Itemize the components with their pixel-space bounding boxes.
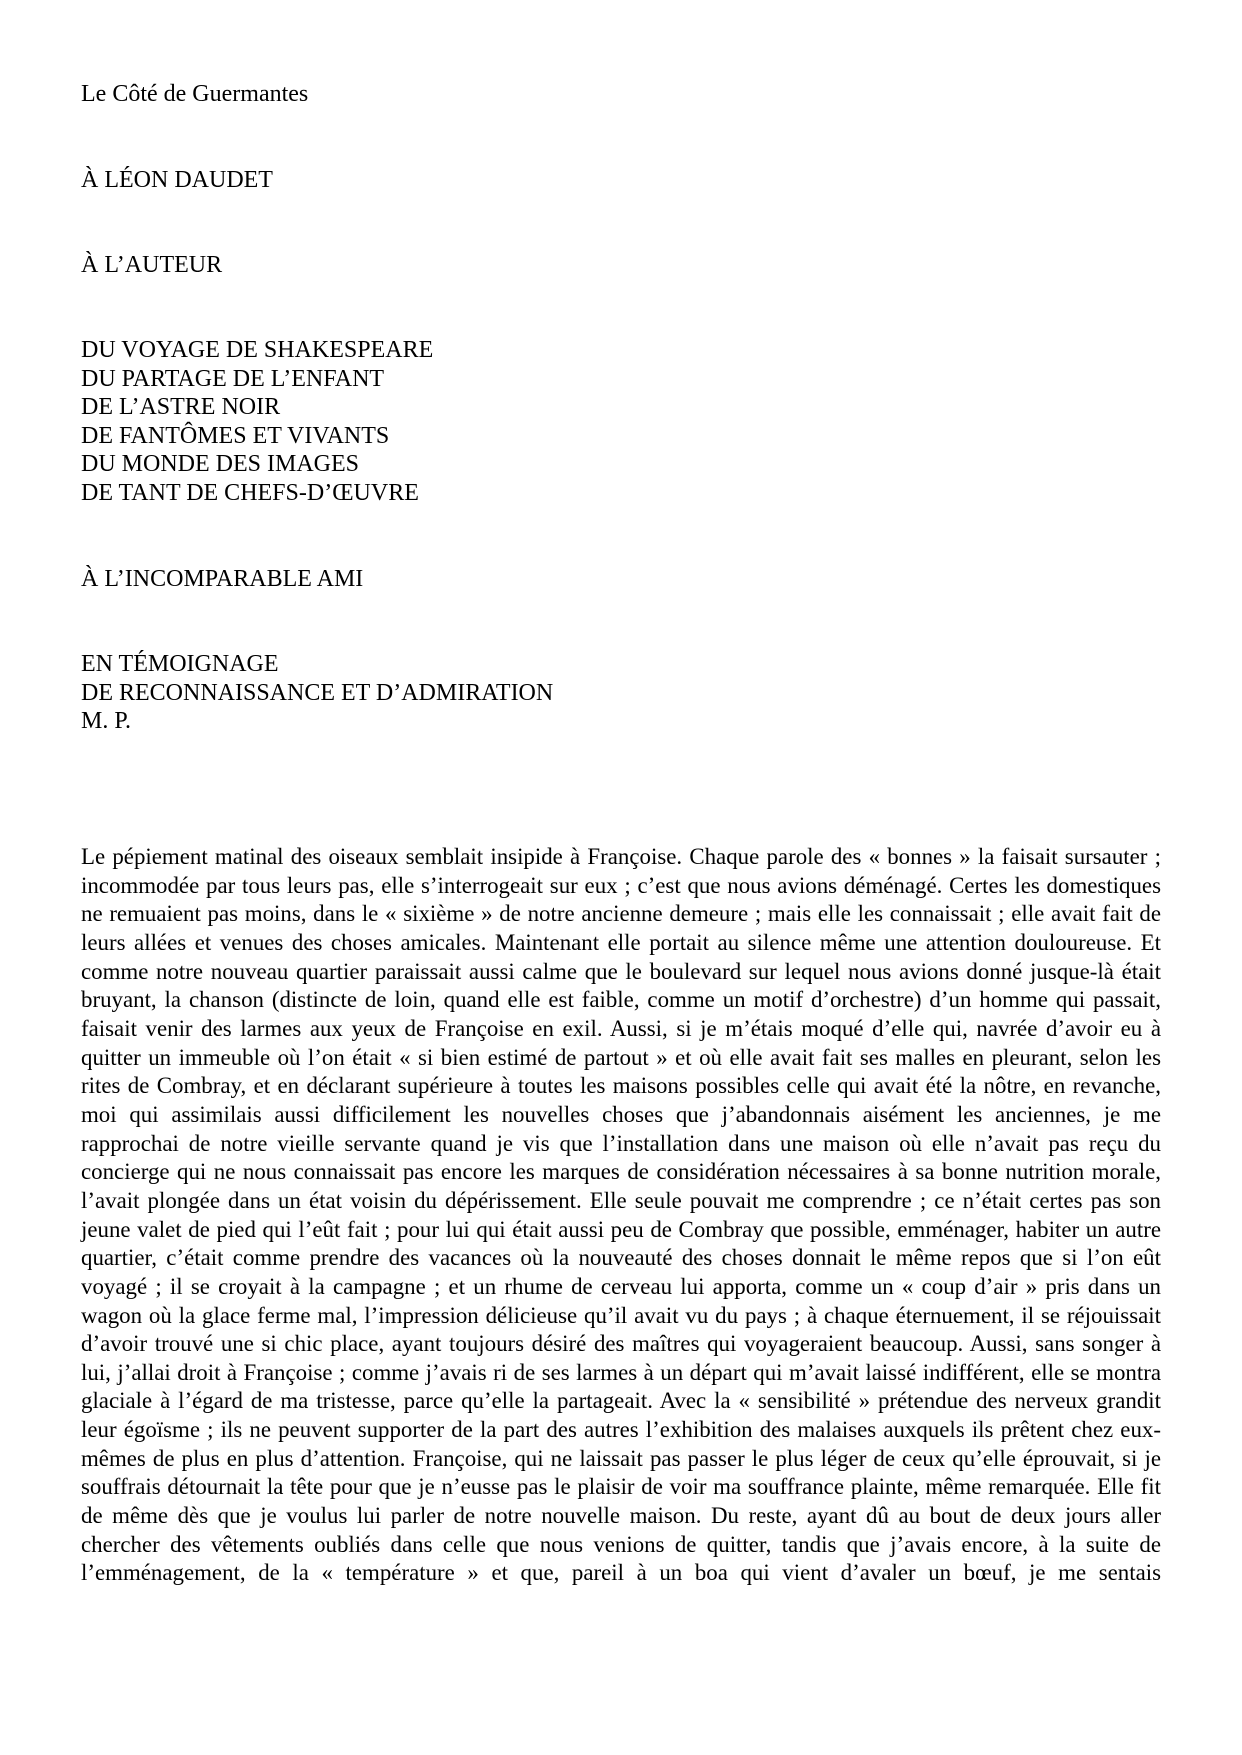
dedication-works-list	[81, 336, 433, 508]
dedication-work-line: DE L’ASTRE NOIR	[81, 394, 281, 421]
dedication-work-line: DU VOYAGE DE SHAKESPEARE	[81, 337, 434, 363]
dedication-to-author: À L’AUTEUR	[81, 252, 223, 278]
dedication-work-line: DU MONDE DES IMAGES	[81, 451, 360, 478]
dedication-work-line: DU PARTAGE DE L’ENFANT	[81, 365, 385, 392]
book-title: Le Côté de Guermantes	[81, 81, 309, 107]
dedication-work-line: DE FANTÔMES ET VIVANTS	[81, 422, 390, 449]
dedication-closing-line: EN TÉMOIGNAGE	[81, 651, 279, 677]
dedication-recipient: À LÉON DAUDET	[81, 167, 273, 193]
body-paragraph: Le pépiement matinal des oiseaux semblait insipide à Françoise. Chaque parole des « bonnes » la faisait sursauter ; incommodée par tous leurs pas, elle s’interrogeait sur eux ; c’est que nous avions déménagé. Certes les domestiques ne remuaient pas moins, dans le « sixième » de notre ancienne demeure ; mais elle les connaissait ; elle avait fait de leurs allées et venues des choses amicales. Maintenant elle portait au silence même une attention douloureuse. Et comme notre nouveau quartier paraissait aussi calme que le boulevard sur lequel nous avions donné jusque-là était bruyant, la chanson (distincte de loin, quand elle est faible, comme un motif d’orchestre) d’un homme qui passait, faisait venir des larmes aux yeux de Françoise en exil. Aussi, si je m’étais moqué d’elle qui, navrée d’avoir eu à quitter un immeuble où l’on était « si bien estimé de partout » et où elle avait fait ses malles en pleurant, selon les rites de Combray, et en déclarant supérieure à toutes les maisons possibles celle qui avait été la nôtre, en revanche, moi qui assimilais aussi difficilement les nouvelles choses que j’abandonnais aisément les anciennes, je me rapprochai de notre vieille servante quand je vis que l’installation dans une maison où elle n’avait pas reçu du concierge qui ne nous connaissait pas encore les marques de considération nécessaires à sa bonne nutrition morale, l’avait plongée dans un état voisin du dépérissement. Elle seule pouvait me comprendre ; ce n’était certes pas son jeune valet de pied qui l’eût fait ; pour lui qui était aussi peu de Combray que possible, emménager, habiter un autre quartier, c’était comme prendre des vacances où la nouveauté des choses donnait le même repos que si l’on eût voyagé ; il se croyait à la campagne ; et un rhume de cerveau lui apporta, comme un « coup d’air » pris dans un wagon où la glace ferme mal, l’impression délicieuse qu’il avait vu du pays ; à chaque éternuement, il se réjouissait d’avoir trouvé une si chic place, ayant toujours désiré des maîtres qui voyageraient beaucoup. Aussi, sans songer à lui, j’allai droit à Françoise ; comme j’avais ri de ses larmes à un départ qui m’avait laissé indifférent, elle se montra glaciale à l’égard de ma tristesse, parce qu’elle la partageait. Avec la « sensibilité » prétendue des nerveux grandit leur égoïsme ; ils ne peuvent supporter de la part des autres l’exhibition des malaises auxquels ils prêtent chez eux-mêmes de plus en plus d’attention. Françoise, qui ne laissait pas passer le plus léger de ceux qu’elle éprouvait, si je souffrais détournait la tête pour que je n’eusse pas le plaisir de voir ma souffrance plainte, même remarquée. Elle fit de même dès que je voulus lui parler de notre nouvelle maison. Du reste, ayant dû au bout de deux jours aller chercher des vêtements oubliés dans celle que nous venions de quitter, tandis que j’avais encore, à la suite de l’emménagement, de la « température » et que, pareil à un boa qui vient d’avaler un bœuf, je me sentais	[81, 844, 1161, 1586]
dedication-work-line: DE TANT DE CHEFS-D’ŒUVRE	[81, 479, 419, 506]
dedication-closing-line: DE RECONNAISSANCE ET D’ADMIRATION	[81, 679, 554, 706]
dedication-friend: À L’INCOMPARABLE AMI	[81, 566, 364, 592]
dedication-closing	[81, 650, 553, 736]
dedication-signature: M. P.	[81, 708, 132, 735]
